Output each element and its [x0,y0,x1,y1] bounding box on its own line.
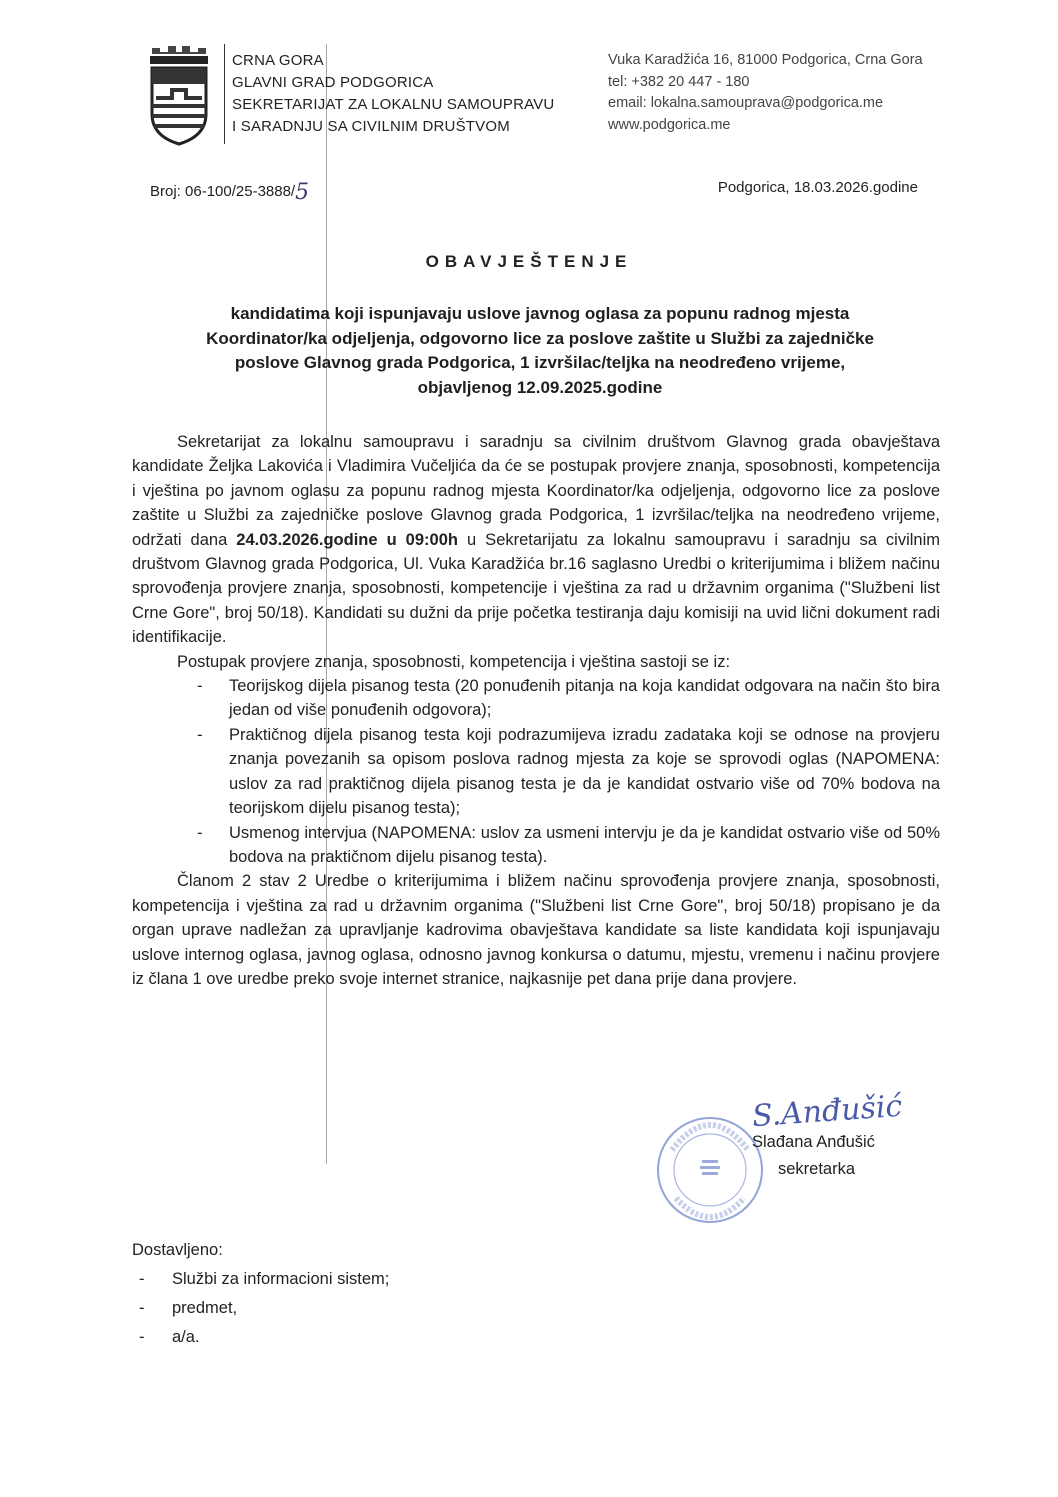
list-item-text: Službi za informacioni sistem; [172,1270,390,1288]
list-item [132,1323,389,1352]
subject-line: poslove Glavnog grada Podgorica, 1 izvršilac/teljka na neodređeno vrijeme, [234,353,846,372]
organization-block [232,50,554,138]
list-item-text: Usmenog intervjua (NAPOMENA: uslov za usmeni intervju je da je kandidat ostvario više od 50% bodova na praktičnom dijelu pisanog testa). [229,823,940,866]
place-date: Podgorica, 18.03.2026.godine [717,179,918,196]
list-marker: - [139,1328,145,1346]
delivered-list [132,1265,389,1352]
list-marker: - [197,725,203,744]
list-item-text: Teorijskog dijela pisanog testa (20 ponuđenih pitanja na koja kandidat odgovara na način što bira jedan od više ponuđenih odgovora); [229,677,940,720]
subject-line: kandidatima koji ispunjavaju uslove javnog oglasa za popunu radnog mjesta [230,304,850,323]
document-body [132,430,940,991]
subject-line: Koordinator/ka odjeljenja, odgovorno lice za poslove zaštite u Službi za zajedničke [206,328,874,348]
org-line: GLAVNI GRAD PODGORICA [232,74,434,91]
list-marker: - [197,677,203,696]
list-item [197,723,940,821]
paragraph-legal-basis: Članom 2 stav 2 Uredbe o kriterijumima i bližem načinu sprovođenja provjere znanja, sposobnosti, kompetencija i vještina za rad u državnim organima ("Službeni list Crne Gore", broj 50/18) propisano je da organ uprave nadležan za upravljanje kadrovima obavještava kandidate sa liste kandidata koji ispunjavaju uslove internog oglasa, javnog oglasa, odnosno javnog konkursa o datumu, mjestu, vremenu i načinu provjere iz člana 1 ove uredbe preko svoje internet stranice, najkasnije pet dana prije dana provjere. [132,872,940,988]
org-line: CRNA GORA [232,52,324,69]
handwritten-signature: S.Anđušić [750,1088,904,1135]
org-line: SEKRETARIJAT ZA LOKALNU SAMOUPRAVU [232,96,555,113]
handwritten-suffix: 5 [295,180,310,205]
list-item [132,1265,389,1294]
reference-label: Broj: 06-100/25-3888/ [150,183,296,200]
subject-line: objavljenog 12.09.2025.godine [417,377,663,397]
list-marker: - [197,823,203,842]
list-item-text: predmet, [172,1299,238,1317]
delivered-to [132,1236,389,1352]
list-item-text: Praktičnog dijela pisanog testa koji podrazumijeva izradu zadataka koji se odnose na provjeru znanja povezanih sa opisom poslova radnog mjesta za koje se sprovodi oglas (NAPOMENA: uslov za rad praktičnog dijela pisanog testa je da je kandidat ostvario više od 70% bodova na teorijskom dijelu pisanog testa); [229,725,940,818]
email: email: lokalna.samouprava@podgorica.me [608,95,884,111]
procedure-list [132,674,940,869]
paragraph-text: u Sekretarijatu za lokalnu samoupravu i saradnju sa civilnim društvom Glavnog grada Podgorica, Ul. Vuka Karadžića br.16 saglasno Uredbi o kriterijumima i bližem načinu sprovođenja provjere znanja, sposobnosti, kompetencije i vještina za rad u državnim organima ("Službeni list Crne Gore", broj 50/18). Kandidati su dužni da prije početka testiranja daju komisiji na uvid lični dokument radi identifikacije. [132,530,940,647]
phone: tel: +382 20 447 - 180 [608,73,750,90]
scan-artifact-line [326,44,327,1164]
signatory-role: sekretarka [778,1160,856,1178]
reference-number [150,177,310,205]
delivered-label: Dostavljeno: [132,1241,223,1259]
document-title: OBAVJEŠTENJE [425,252,633,271]
exam-datetime: 24.03.2026.godine u 09:00h [236,530,458,549]
document-subject [140,302,940,400]
website: www.podgorica.me [608,116,731,133]
official-round-stamp-icon [654,1090,766,1250]
contact-block [608,50,923,136]
signatory-name: Slađana Anđušić [752,1133,875,1151]
paragraph-announcement [132,430,940,650]
list-item [132,1294,389,1323]
list-item [197,674,940,723]
address: Vuka Karadžića 16, 81000 Podgorica, Crna Gora [608,52,923,68]
list-marker: - [139,1299,145,1317]
list-marker: - [139,1270,145,1288]
paragraph-procedure: Postupak provjere znanja, sposobnosti, kompetencija i vještina sastoji se iz: [177,652,731,671]
city-coat-of-arms-icon [146,44,212,146]
header-divider [224,44,225,144]
org-line: I SARADNJU SA CIVILNIM DRUŠTVOM [232,118,510,135]
list-item-text: a/a. [172,1328,200,1346]
paragraph-text: Sekretarijat za lokalnu samoupravu i saradnju sa civilnim društvom Glavnog grada obavještava kandidate Željka Lakovića i Vladimira Vučeljića da će se postupak provjere znanja, sposobnosti, kompetencija i vještina po javnom oglasu za popunu radnog mjesta Koordinator/ka odjeljenja, odgovorno lice za poslove zaštite u Službi za zajedničke poslove Glavnog grada Podgorica, 1 izvršilac/teljka na neodređeno vrijeme, održati dana [132,433,940,549]
list-item [197,821,940,870]
